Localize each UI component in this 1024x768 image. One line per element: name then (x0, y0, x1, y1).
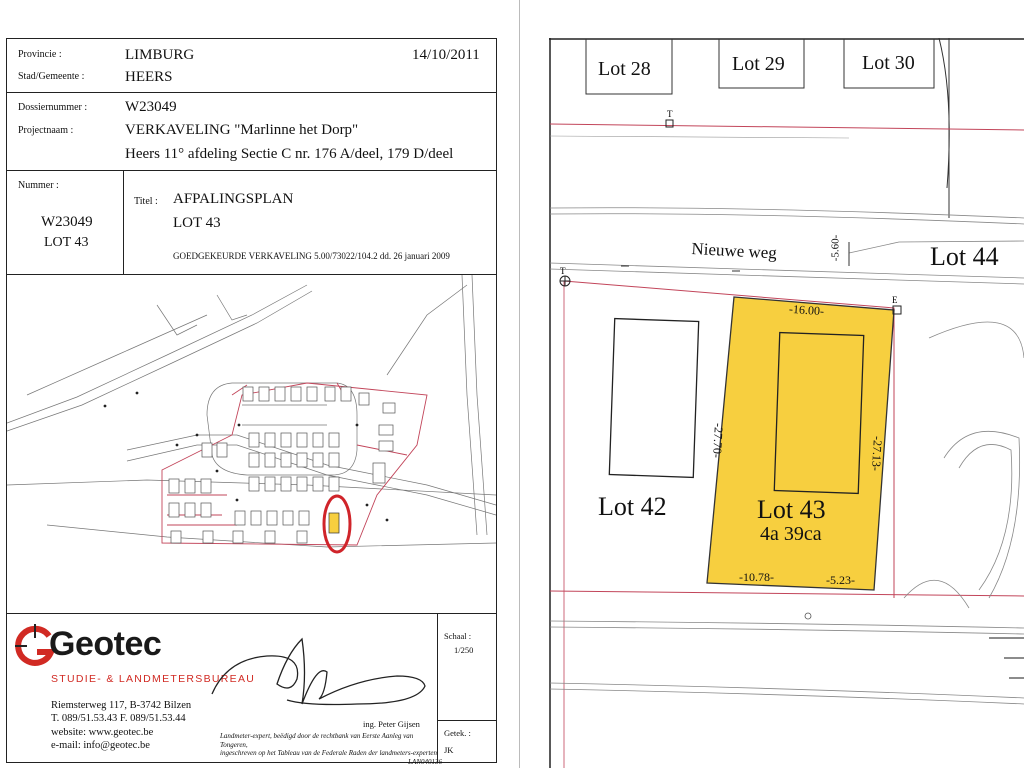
divider (7, 92, 496, 93)
dimension-right: -27.13- (869, 435, 885, 472)
surveyor-stamp (220, 732, 442, 766)
dimension-bottom-left: -10.78- (739, 570, 774, 584)
province-label: Provincie : (18, 49, 62, 60)
municipality-value: HEERS (125, 69, 173, 85)
lot-42-label: Lot 42 (598, 492, 667, 521)
company-email: e-mail: info@geotec.be (51, 740, 150, 751)
title-line-2: LOT 43 (173, 215, 221, 231)
drawn-label: Getek. : (444, 728, 471, 738)
company-website: website: www.geotec.be (51, 727, 154, 738)
dimension-bottom-right: -5.23- (826, 573, 855, 587)
svg-text:E: E (892, 295, 898, 305)
divider (7, 170, 496, 171)
lot-43-label: Lot 43 (757, 495, 826, 524)
geotec-logo-subtitle: STUDIE- & LANDMETERSBUREAU (51, 673, 256, 685)
number-label: Nummer : (18, 180, 59, 191)
divider (7, 613, 496, 614)
lot-28-label: Lot 28 (598, 58, 651, 80)
scale-value: 1/250 (454, 645, 474, 655)
number-value: W23049 (41, 214, 93, 230)
dimension-top: -16.00- (788, 301, 825, 319)
company-phone-fax: T. 089/51.53.43 F. 089/51.53.44 (51, 713, 186, 724)
page-gap (519, 0, 520, 768)
signature (207, 634, 432, 714)
lot-44-label: Lot 44 (930, 242, 999, 271)
lot-43-parcel (707, 297, 894, 590)
dimension-left: -27.70- (710, 422, 726, 459)
scale-label: Schaal : (444, 631, 472, 641)
file-number-value: W23049 (125, 99, 177, 115)
lot-43-location (329, 513, 339, 533)
lot-29-label: Lot 29 (732, 53, 785, 75)
lot-number: LOT 43 (44, 235, 89, 250)
plan-drawing (549, 38, 1024, 768)
signatory-name: ing. Peter Gijsen (363, 719, 420, 729)
stamp-line: ingeschreven op het Tableau van de Federale Raden der landmeters-experten (220, 749, 437, 757)
title-label: Titel : (134, 196, 158, 207)
project-name-value: VERKAVELING "Marlinne het Dorp" (125, 122, 359, 138)
file-number-label: Dossiernummer : (18, 102, 88, 113)
project-detail: Heers 11° afdeling Sectie C nr. 176 A/deel, 179 D/deel (125, 146, 454, 162)
drawn-value: JK (444, 745, 454, 755)
municipality-label: Stad/Gemeente : (18, 71, 85, 82)
title-sheet (6, 38, 497, 766)
lot-43-area: 4a 39ca (760, 523, 822, 545)
road-name: Nieuwe weg (691, 239, 778, 263)
plan-date: 14/10/2011 (412, 47, 480, 63)
svg-text:T: T (667, 109, 673, 119)
title-line-1: AFPALINGSPLAN (173, 191, 294, 207)
province-value: LIMBURG (125, 47, 195, 63)
geotec-logo-text: Geotec (49, 625, 162, 663)
approval-text: GOEDGEKEURDE VERKAVELING 5.00/73022/104.2 dd. 26 januari 2009 (173, 251, 450, 261)
overview-map (7, 275, 496, 613)
detail-plan (549, 38, 1024, 768)
offset-dimension: -5.60- (829, 234, 842, 262)
project-name-label: Projectnaam : (18, 125, 74, 136)
company-address: Riemsterweg 117, B-3742 Bilzen (51, 700, 192, 711)
divider (437, 720, 496, 721)
svg-text:T: T (560, 266, 566, 276)
lot-42-building-footprint (609, 319, 698, 478)
divider (437, 613, 438, 762)
stamp-line: LAN040136 (408, 757, 442, 766)
divider (123, 170, 124, 274)
stamp-line: Landmeter-expert, beëdigd door de rechtbank van Eerste Aanleg van Tongeren, (220, 732, 414, 749)
lot-30-label: Lot 30 (862, 52, 915, 74)
